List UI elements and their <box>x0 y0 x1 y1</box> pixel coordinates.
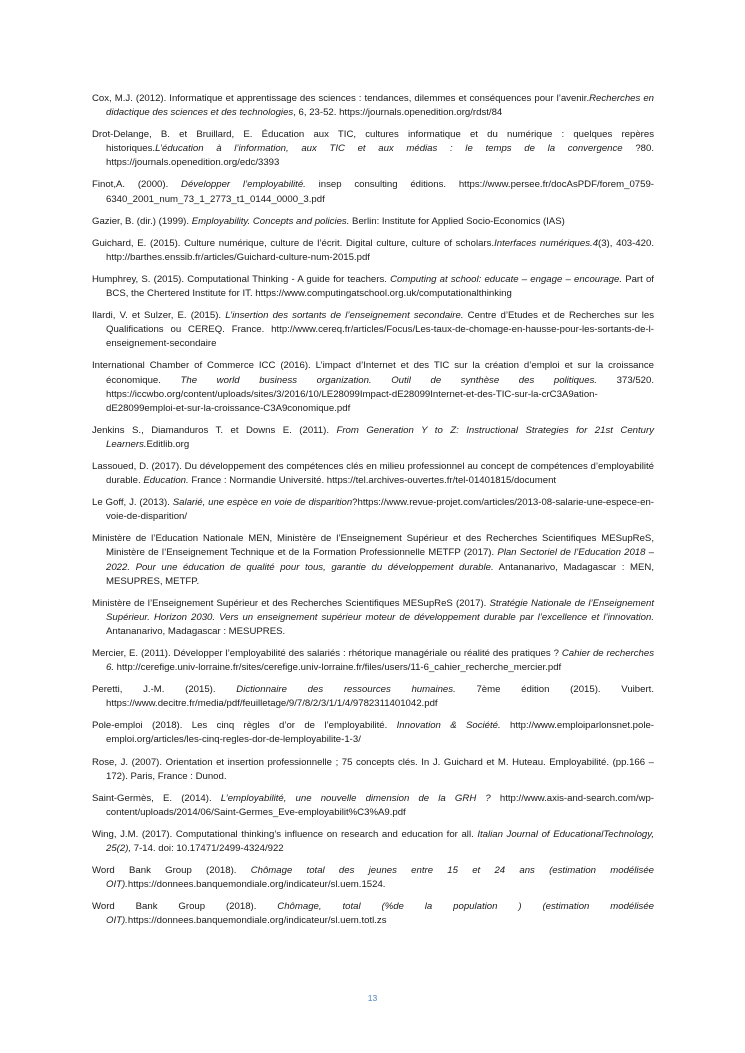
reference-entry <box>92 496 654 524</box>
reference-entry <box>92 900 654 928</box>
reference-text: ?80. https://journals.openedition.org/edc/3393 <box>106 143 654 169</box>
reference-title: The world business organization. Outil de synthèse des politiques. <box>180 374 598 386</box>
reference-text: Ministère de l’Enseignement Supérieur et des Recherches Scientifiques MESupReS (2017). <box>92 597 490 609</box>
reference-entry <box>92 828 654 856</box>
reference-text: Guichard, E. (2015). Culture numérique, culture de l’écrit. Digital culture, culture of scholars. <box>92 237 495 249</box>
reference-text: 7ème édition (2015). Vuibert. https://www.decitre.fr/media/pdf/feuilletage/9/7/8/2/3/1/1/4/9782311401042.pdf <box>106 684 654 710</box>
reference-title: Salarié, une espèce en voie de disparition <box>172 497 353 509</box>
reference-text: Humphrey, S. (2015). Computational Thinking - A guide for teachers. <box>92 273 391 285</box>
reference-text: Wing, J.M. (2017). Computational thinking’s influence on research and education for all. <box>92 828 478 840</box>
reference-text: France : Normandie Université. https://tel.archives-ouvertes.fr/tel-01401815/document <box>188 475 557 487</box>
reference-title: Italian Journal of EducationalTechnology, 25(2), <box>106 828 655 855</box>
reference-entry <box>92 719 654 747</box>
reference-text: (3), 403-420. http://barthes.enssib.fr/articles/Guichard-culture-num-2015.pdf <box>106 237 654 263</box>
reference-text: Ilardi, V. et Sulzer, E. (2015). <box>92 310 226 322</box>
reference-text: Word Bank Group (2018). <box>92 865 251 877</box>
reference-text: ?https://www.revue-projet.com/articles/2013-08-salarie-une-espece-en-voie-de-disparition/ <box>106 497 654 523</box>
reference-entry <box>92 128 654 170</box>
reference-title: L’employabilité, une nouvelle dimension de la GRH ? <box>220 792 491 804</box>
reference-text: Peretti, J.-M. (2015). <box>92 684 237 696</box>
reference-list <box>92 92 654 937</box>
reference-text: , 6, 23-52. https://journals.openedition.org/rdst/84 <box>293 107 503 119</box>
reference-entry <box>92 359 654 415</box>
reference-text: https://donnees.banquemondiale.org/indicateur/sl.uem.totl.zs <box>127 915 387 927</box>
reference-title: Développer l’employabilité. <box>181 179 306 191</box>
reference-text: 7-14. doi: 10.17471/2499-4324/922 <box>131 843 284 855</box>
reference-title: Dictionnaire des ressources humaines. <box>236 684 456 696</box>
reference-entry <box>92 273 654 301</box>
reference-text: Antananarivo, Madagascar : MESUPRES. <box>106 625 286 637</box>
reference-entry <box>92 237 654 265</box>
reference-entry <box>92 597 654 639</box>
reference-text: Gazier, B. (dir.) (1999). <box>92 215 192 227</box>
reference-text: Saint-Germès, E. (2014). <box>92 792 221 804</box>
reference-title: Recherches en didactique des sciences et des technologies <box>106 93 654 119</box>
reference-entry <box>92 424 654 452</box>
reference-text: International Chamber of Commerce ICC (2016). L’impact d’Internet et des TIC sur la création d’emploi et sur la croissance économique. <box>92 360 654 386</box>
reference-text: Cox, M.J. (2012). Informatique et apprentissage des sciences : tendances, dilemmes et conséquences pour l’avenir. <box>92 93 590 104</box>
reference-entry <box>92 309 654 351</box>
reference-text: Mercier, E. (2011). Développer l’employabilité des salariés : rhétorique managériale ou réalité des pratiques ? <box>92 648 562 659</box>
reference-title: Computing at school: educate – engage – encourage. <box>390 273 623 285</box>
reference-title: Stratégie Nationale de l’Enseignement Supérieur. Horizon 2030. Vers un enseignement supérieur moteur de développement durable par l’excellence et l’innovation. <box>106 597 654 623</box>
reference-title: Innovation & Société. <box>396 720 501 732</box>
reference-text: http://www.axis-and-search.com/wp-content/uploads/2014/06/Saint-Germes_Eve-employabilit%C3%A9.pdf <box>106 792 654 818</box>
reference-title: L’éducation à l’information, aux TIC et aux médias : le temps de la convergence <box>155 143 623 155</box>
reference-title: Employability. Concepts and policies. <box>191 215 350 227</box>
reference-text: http://cerefige.univ-lorraine.fr/sites/cerefige.univ-lorraine.fr/files/users/11-6_cahier_recherche_mercier.pdf <box>114 662 562 674</box>
reference-entry <box>92 92 654 120</box>
reference-entry <box>92 792 654 820</box>
reference-text: Le Goff, J. (2013). <box>92 497 173 509</box>
reference-title: L’insertion des sortants de l’enseignement secondaire. <box>225 310 464 322</box>
page-number: 13 <box>367 993 378 1003</box>
reference-title: Education. <box>143 475 189 487</box>
reference-text: Ministère de l’Education Nationale MEN, Ministère de l’Enseignement Supérieur et des Recherches Scientifiques MESupReS, Ministère de l’Enseignement Technique et de la Formation Professionnelle METFP (2017). <box>92 533 654 559</box>
reference-title: Chômage, total (%de la population ) (estimation modélisée OIT). <box>106 901 654 927</box>
reference-entry <box>92 532 654 588</box>
reference-title: Cahier de recherches 6. <box>106 648 654 674</box>
reference-text: 373/520. https://iccwbo.org/content/uploads/sites/3/2016/10/LE28099Impact-dE28099Internet-et-des-TIC-sur-la-crC3A9ation-dE28099emploi-et-sur-la-croissance-C3A9conomique.pdf <box>106 374 655 414</box>
reference-text: Lassoued, D. (2017). Du développement des compétences clés en milieu professionnel au concept de compétences d’employabilité durable. <box>92 460 654 487</box>
reference-entry <box>92 864 654 892</box>
reference-title: Plan Sectoriel de l’Education 2018 – 2022. Pour une éducation de qualité pour tous, garantie du développement durable. <box>106 547 654 573</box>
reference-text: Rose, J. (2007). Orientation et insertion professionnelle ; 75 concepts clés. In J. Guichard et M. Huteau. Employabilité. (pp.166 – 172). Paris, France : Dunod. <box>92 756 654 782</box>
reference-title: From Generation Y to Z: Instructional Strategies for 21st Century Learners. <box>106 424 654 450</box>
reference-text: Berlin: Institute for Applied Socio-Economics (IAS) <box>349 215 565 227</box>
reference-title: Chômage total des jeunes entre 15 et 24 ans (estimation modélisée OIT). <box>106 865 654 891</box>
reference-entry <box>92 647 654 675</box>
reference-title: Interfaces numériques.4 <box>494 237 599 249</box>
reference-text: Drot-Delange, B. et Bruillard, E. Éducation aux TIC, cultures informatique et du numérique : quelques repères historiques. <box>92 129 654 155</box>
reference-text: Pole-emploi (2018). Les cinq règles d’or de l’employabilité. <box>92 720 397 732</box>
reference-text: https://donnees.banquemondiale.org/indicateur/sl.uem.1524. <box>127 879 386 891</box>
reference-text: Word Bank Group (2018). <box>92 901 278 913</box>
reference-text: Finot,A. (2000). <box>92 179 182 191</box>
reference-text: Editlib.org <box>146 438 190 450</box>
reference-entry <box>92 460 654 488</box>
reference-text: http://www.emploiparlonsnet.pole-emploi.org/articles/les-cinq-regles-dor-de-lemployabilite-1-3/ <box>106 720 654 746</box>
reference-text: insep consulting éditions. https://www.persee.fr/docAsPDF/forem_0759-6340_2001_num_73_1_2773_t1_0144_0000_3.pdf <box>106 179 655 205</box>
reference-entry <box>92 683 654 711</box>
reference-text: Jenkins S., Diamanduros T. et Downs E. (2011). <box>92 424 337 436</box>
reference-text: Part of BCS, the Chertered Institute for IT. https://www.computingatschool.org.uk/computationalthinking <box>106 273 654 300</box>
reference-text: Antananarivo, Madagascar : MEN, MESUPRES, METFP. <box>106 561 655 587</box>
reference-entry <box>92 178 654 206</box>
reference-entry <box>92 215 654 229</box>
reference-text: Centre d’Etudes et de Recherches sur les Qualifications ou CEREQ. France. http://www.cereq.fr/articles/Focus/Les-taux-de-chomage-en-hausse-pour-les-sortants-de-l-enseignement-secondaire <box>106 310 655 350</box>
reference-entry <box>92 756 654 784</box>
